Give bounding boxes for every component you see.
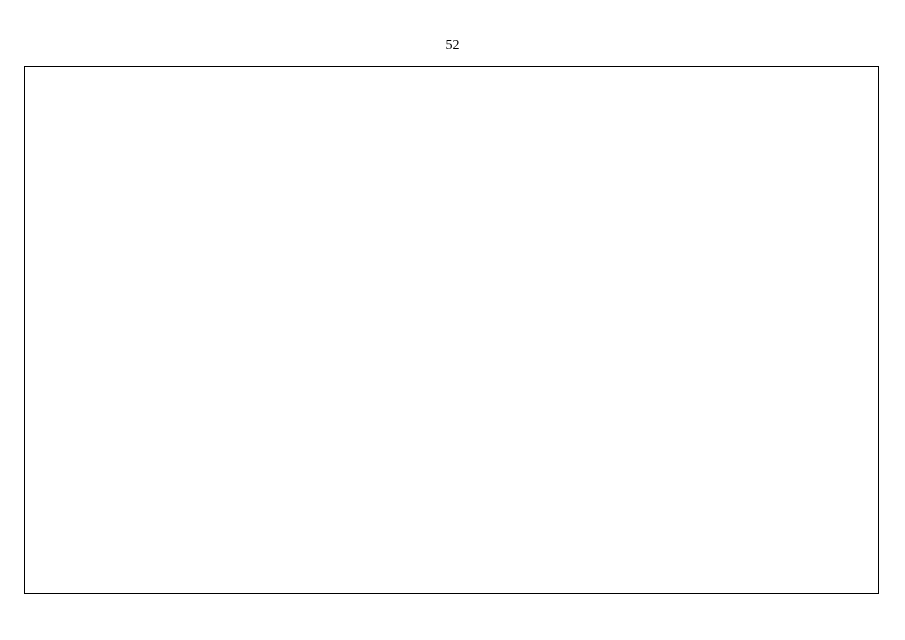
- data-table: [24, 66, 879, 594]
- page-number: 52: [445, 38, 460, 53]
